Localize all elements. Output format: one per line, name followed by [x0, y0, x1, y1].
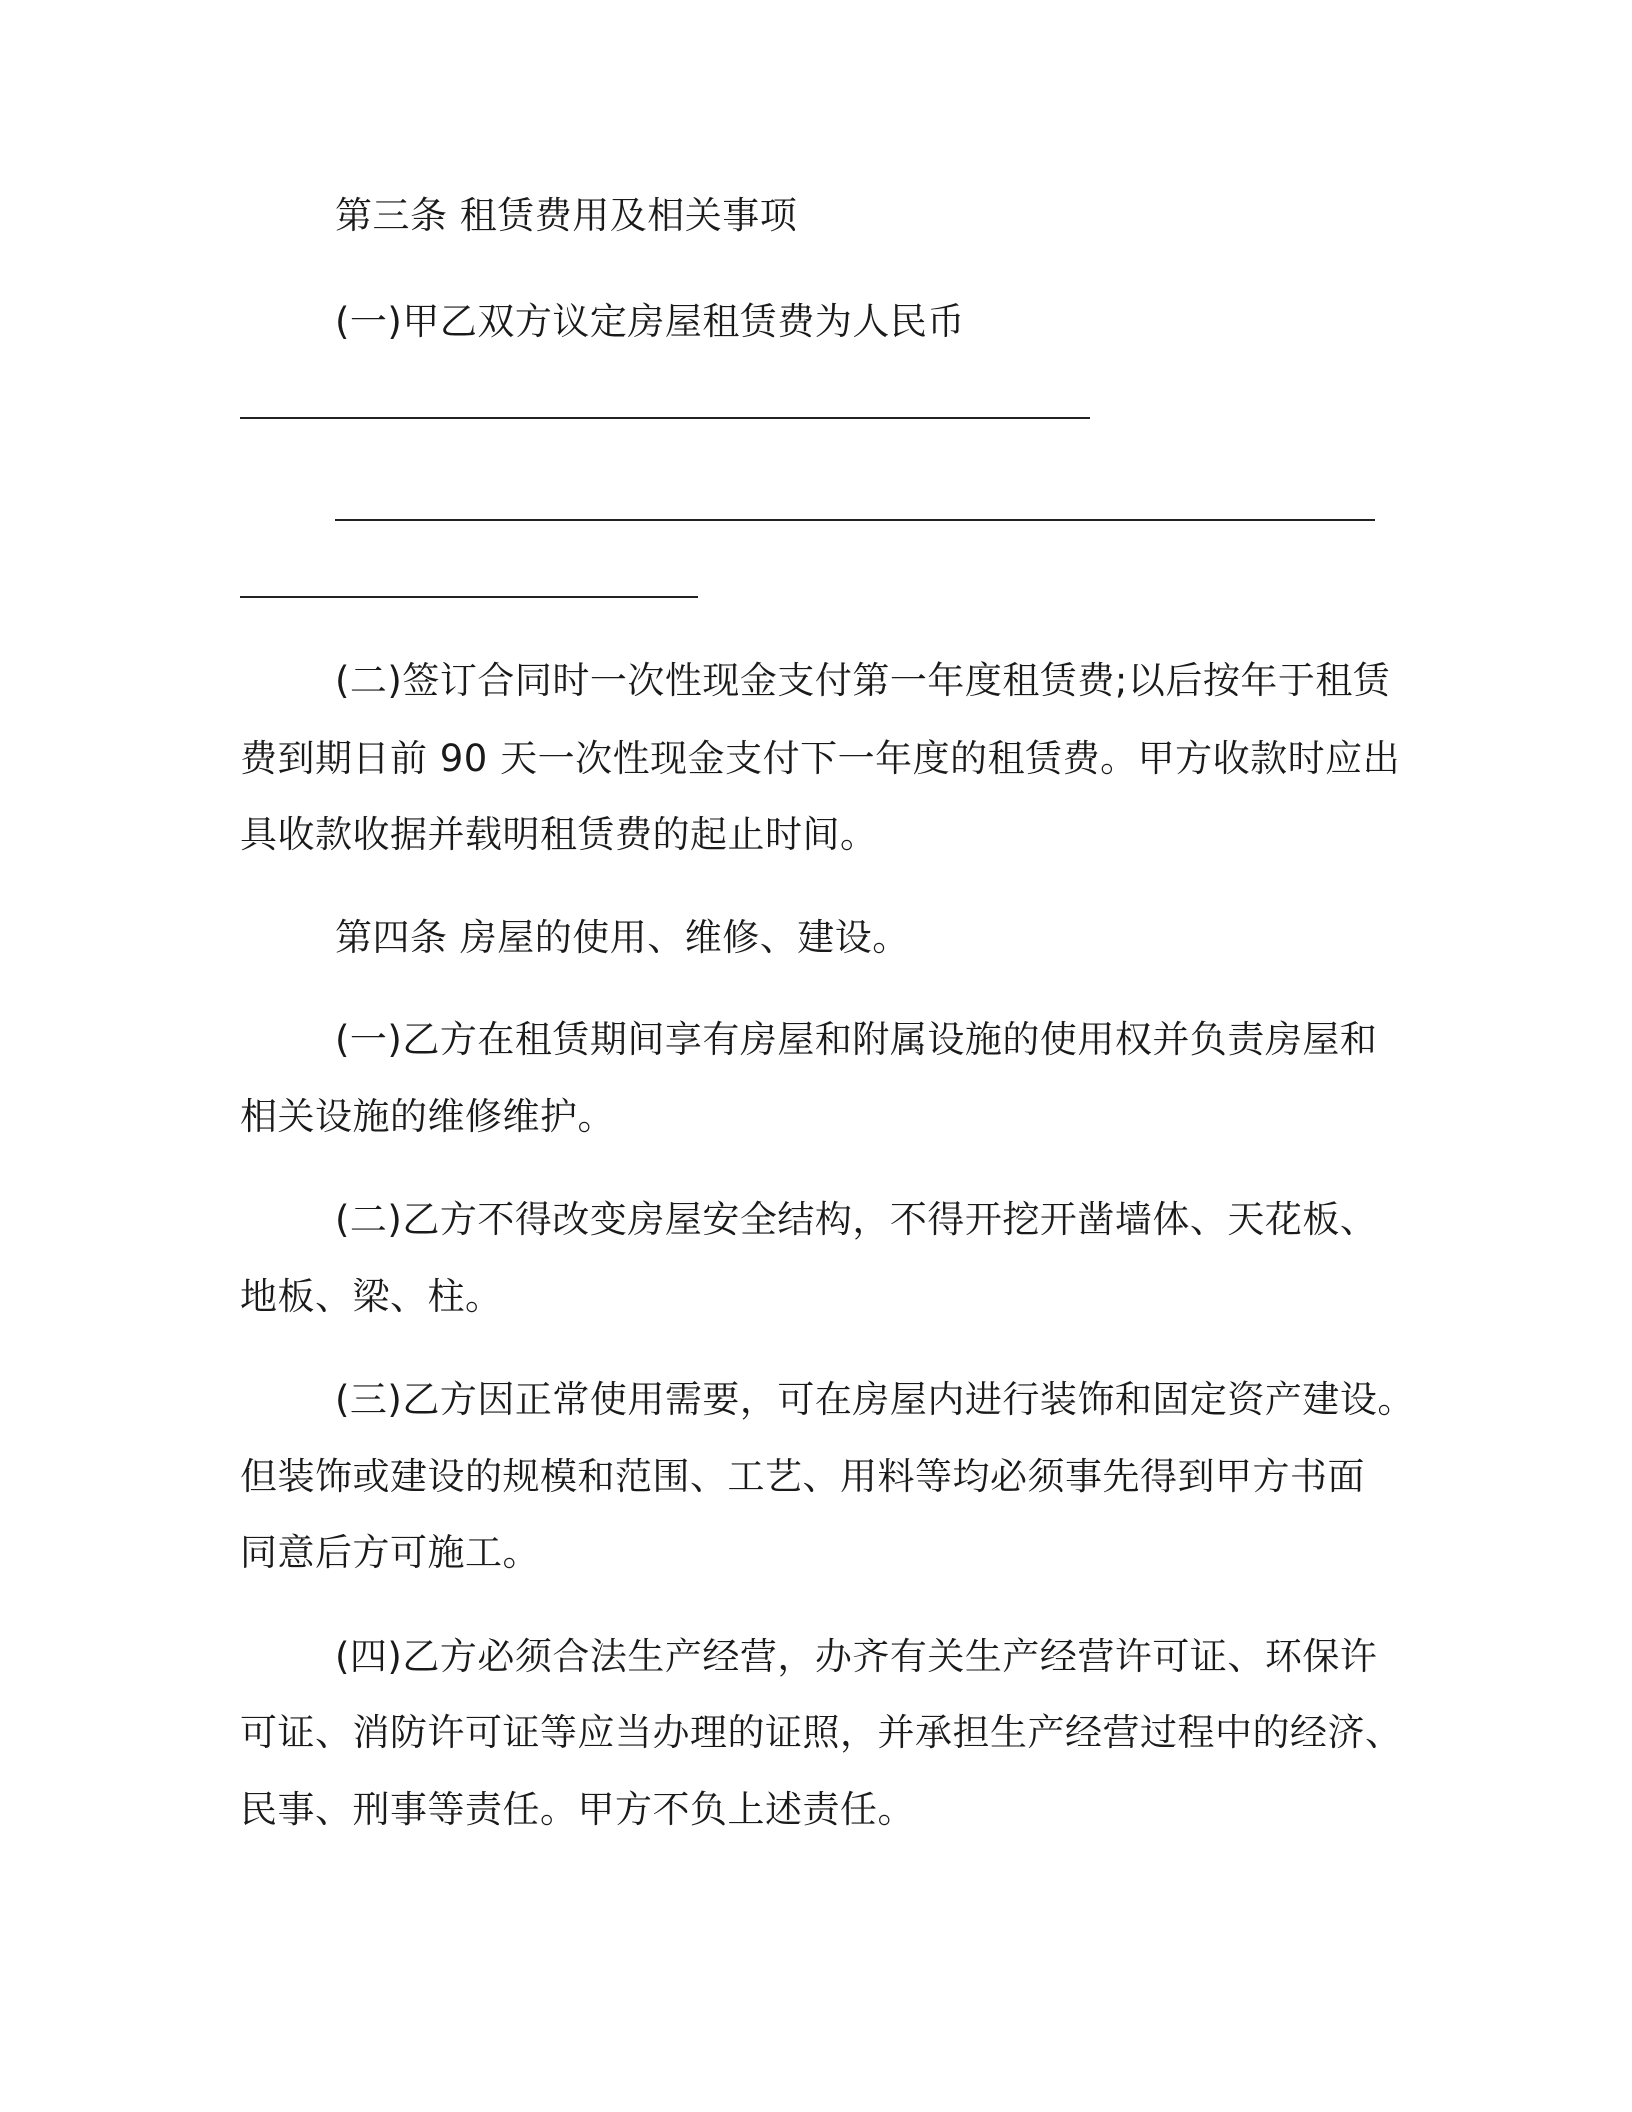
article-4-item-4-line-3: 民事、刑事等责任。甲方不负上述责任。	[240, 1788, 915, 1831]
article-4-item-3-line-2: 但装饰或建设的规模和范围、工艺、用料等均必须事先得到甲方书面	[240, 1455, 1365, 1498]
article-4-item-2-line-2: 地板、梁、柱。	[240, 1275, 503, 1318]
article-4-item-1-line-1: (一)乙方在租赁期间享有房屋和附属设施的使用权并负责房屋和	[335, 1018, 1378, 1061]
article-4-item-1-line-2: 相关设施的维修维护。	[240, 1095, 615, 1138]
article-3-item-2-line-2: 费到期日前 90 天一次性现金支付下一年度的租赁费。甲方收款时应出	[240, 737, 1401, 780]
article-3-heading: 第三条 租赁费用及相关事项	[335, 194, 798, 237]
article-3-item-2-line-1: (二)签订合同时一次性现金支付第一年度租赁费;以后按年于租赁	[335, 659, 1391, 702]
article-4-heading: 第四条 房屋的使用、维修、建设。	[335, 916, 910, 959]
article-4-item-2-line-1: (二)乙方不得改变房屋安全结构，不得开挖开凿墙体、天花板、	[335, 1198, 1378, 1241]
blank-rule-2	[335, 519, 1375, 521]
blank-rule-3	[240, 596, 698, 598]
article-4-item-3-line-3: 同意后方可施工。	[240, 1531, 540, 1574]
blank-rule-1	[240, 417, 1090, 419]
article-4-item-4-line-2: 可证、消防许可证等应当办理的证照，并承担生产经营过程中的经济、	[240, 1711, 1403, 1754]
article-3-item-2-line-3: 具收款收据并载明租赁费的起止时间。	[240, 813, 878, 856]
article-4-item-4-line-1: (四)乙方必须合法生产经营，办齐有关生产经营许可证、环保许	[335, 1635, 1378, 1678]
article-3-item-1: (一)甲乙双方议定房屋租赁费为人民币	[335, 300, 965, 343]
article-4-item-3-line-1: (三)乙方因正常使用需要，可在房屋内进行装饰和固定资产建设。	[335, 1378, 1415, 1421]
